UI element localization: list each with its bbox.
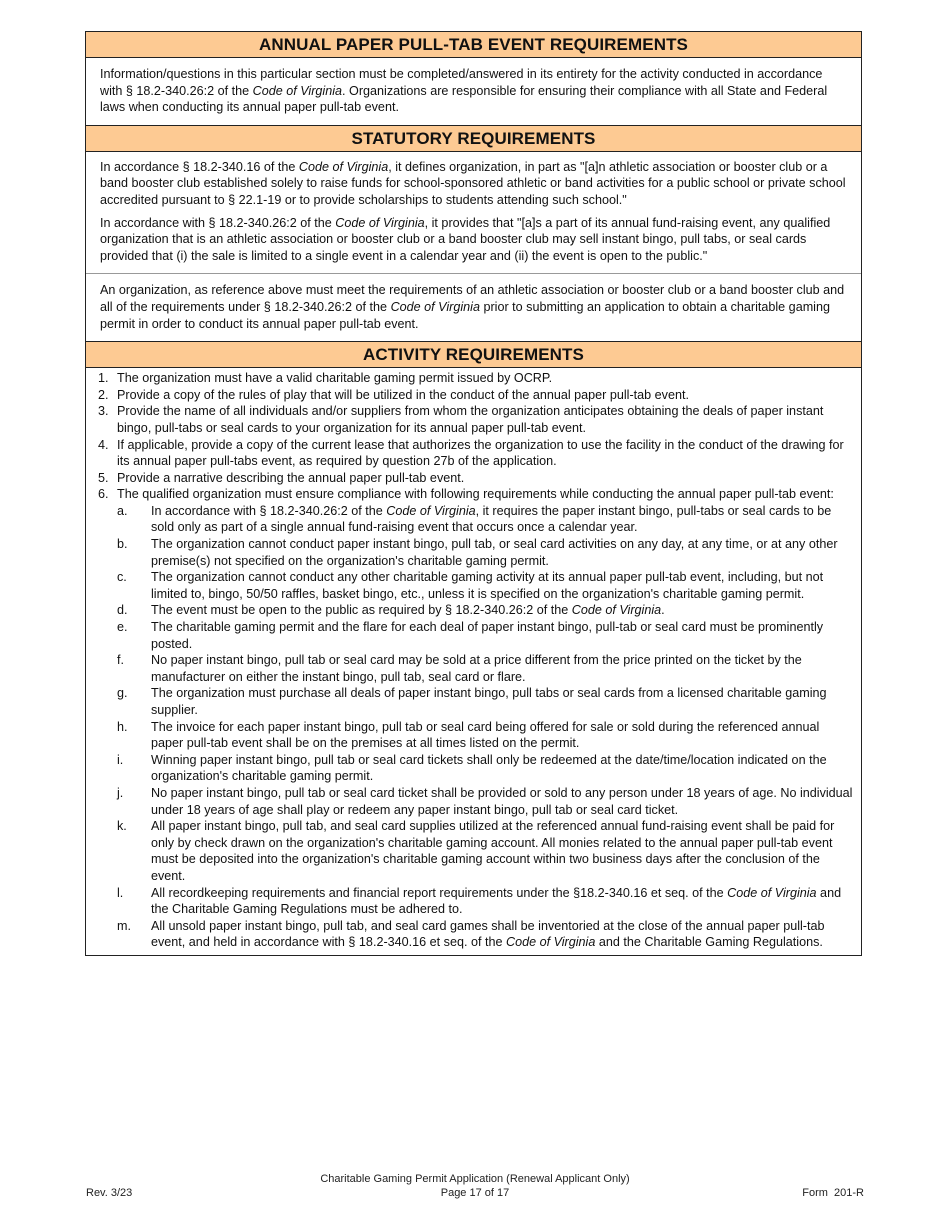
annual-intro: Information/questions in this particular section must be completed/answered in its entirety for the activity conducted in accordance with § 18.2-340.26:2 of the Code of Virginia. Organizations are responsible for ensuring their compliance with all State and Federal laws when conducting its annual paper pull-tab event. — [100, 67, 828, 115]
annual-section-header: ANNUAL PAPER PULL-TAB EVENT REQUIREMENTS — [86, 32, 861, 58]
requirements-form — [85, 31, 862, 956]
statutory-paragraph-2: In accordance with § 18.2-340.26:2 of the Code of Virginia, it provides that "[a]s a part of its annual fund-raising event, any qualified organization that is an athletic association or booster club or a band booster club may sell instant bingo, pull tabs, or seal cards provided that (i) the sale is limited to a single event in a calendar year and (ii) the event is open to the public." — [100, 215, 831, 263]
sub-list-item: d. The event must be open to the public as required by § 18.2-340.26:2 of the Code of Virginia. — [117, 603, 665, 618]
activity-section-header: ACTIVITY REQUIREMENTS — [86, 341, 861, 368]
statutory-paragraph-3: An organization, as reference above must meet the requirements of an athletic association or booster club or a band booster club and all of the requirements under § 18.2-340.26:2 of the Code of Virginia prior to submitting an application to obtain a charitable gaming permit in order to conduct its annual paper pull-tab event. — [100, 283, 845, 331]
sub-list-item: i. Winning paper instant bingo, pull tab or seal card tickets shall only be redeemed at the date/time/location indicated on the organization's charitable gaming permit. — [117, 752, 827, 784]
statutory-section-header: STATUTORY REQUIREMENTS — [86, 125, 861, 152]
sub-list-item: a. In accordance with § 18.2-340.26:2 of the Code of Virginia, it requires the paper instant bingo, pull-tabs or seal cards to be sold only as part of a single annual fund-raising event that occurs once a calendar year. — [117, 503, 832, 535]
sub-requirements-list — [98, 503, 855, 951]
list-item: 6. The qualified organization must ensure compliance with following requirements while conducting the annual paper pull-tab event: — [98, 487, 834, 502]
sub-list-item: l. All recordkeeping requirements and financial report requirements under the §18.2-340.16 et seq. of the Code of Virginia and the Charitable Gaming Regulations must be adhered to. — [117, 885, 842, 917]
sub-list-item: f. No paper instant bingo, pull tab or seal card may be sold at a price different from the price printed on the ticket by the manufacturer on either the instant bingo, pull tab, seal card or flare. — [117, 653, 802, 684]
list-item: 2. Provide a copy of the rules of play that will be utilized in the conduct of the annual paper pull-tab event. — [98, 387, 689, 402]
sub-list-container — [98, 503, 855, 951]
sub-list-item: m. All unsold paper instant bingo, pull tab, and seal card games shall be inventoried at the close of the annual paper pull-tab event, and held in accordance with § 18.2-340.16 et seq. of the Code of Virginia and the Charitable Gaming Regulations. — [117, 918, 825, 950]
sub-list-item: h. The invoice for each paper instant bingo, pull tab or seal card being offered for sale or sold during the referenced annual paper pull-tab event shall be on the premises at all times listed on the permit. — [117, 719, 820, 751]
sub-list-item: g. The organization must purchase all deals of paper instant bingo, pull tabs or seal cards from a licensed charitable gaming supplier. — [117, 686, 827, 717]
list-item: 3. Provide the name of all individuals and/or suppliers from whom the organization anticipates obtaining the deals of paper instant bingo, pull-tabs or seal cards to your organization for its annual paper pull-tab event. — [98, 404, 824, 435]
list-item: 1. The organization must have a valid charitable gaming permit issued by OCRP. — [98, 371, 553, 386]
sub-list-item: b. The organization cannot conduct paper instant bingo, pull tab, or seal card activities on any day, at any time, or at any other premise(s) not specified on the organization's charitable gaming permit. — [117, 537, 838, 568]
sub-list-item: c. The organization cannot conduct any other charitable gaming activity at its annual paper pull-tab event, including, but not limited to, bingo, 50/50 raffles, basket bingo, etc., unless it is specified on the organization's charitable gaming permit. — [117, 570, 824, 601]
sub-list-item: k. All paper instant bingo, pull tab, and seal card supplies utilized at the referenced annual fund-raising event shall be paid for only by check drawn on the organization's charitable gaming account. All monies related to the annual paper pull-tab event must be deposited into the organization's charitable gaming account within two business days after the conclusion of the event. — [117, 819, 835, 883]
sub-list-item: j. No paper instant bingo, pull tab or seal card ticket shall be provided or sold to any person under 18 years of age. No individual under 18 years of age shall play or redeem any paper instant bingo, pull tab or seal card ticket. — [117, 785, 853, 817]
statutory-paragraph-1: In accordance § 18.2-340.16 of the Code of Virginia, it defines organization, in part as "[a]n athletic association or booster club or a band booster club established solely to raise funds for school-sponsored athletic or band activities for a public school or private school accredited pursuant to § 22.1-19 or to provide scholarships to students attending such school." — [100, 159, 846, 207]
activity-requirements-list — [86, 368, 861, 955]
sub-list-item: e. The charitable gaming permit and the flare for each deal of paper instant bingo, pull-tab or seal card must be prominently posted. — [117, 620, 824, 651]
revision-label: Rev. 3/23 — [86, 1187, 133, 1199]
form-number: Form 201-R — [802, 1187, 864, 1199]
list-item: 4. If applicable, provide a copy of the current lease that authorizes the organization to use the facility in the conduct of the drawing for its annual paper pull-tabs event, as required by question 27b of the application. — [98, 437, 844, 469]
list-item: 5. Provide a narrative describing the annual paper pull-tab event. — [98, 470, 465, 485]
page-number: Page 17 of 17 — [440, 1187, 510, 1199]
footer-application-title: Charitable Gaming Permit Application (Renewal Applicant Only) — [320, 1173, 630, 1185]
